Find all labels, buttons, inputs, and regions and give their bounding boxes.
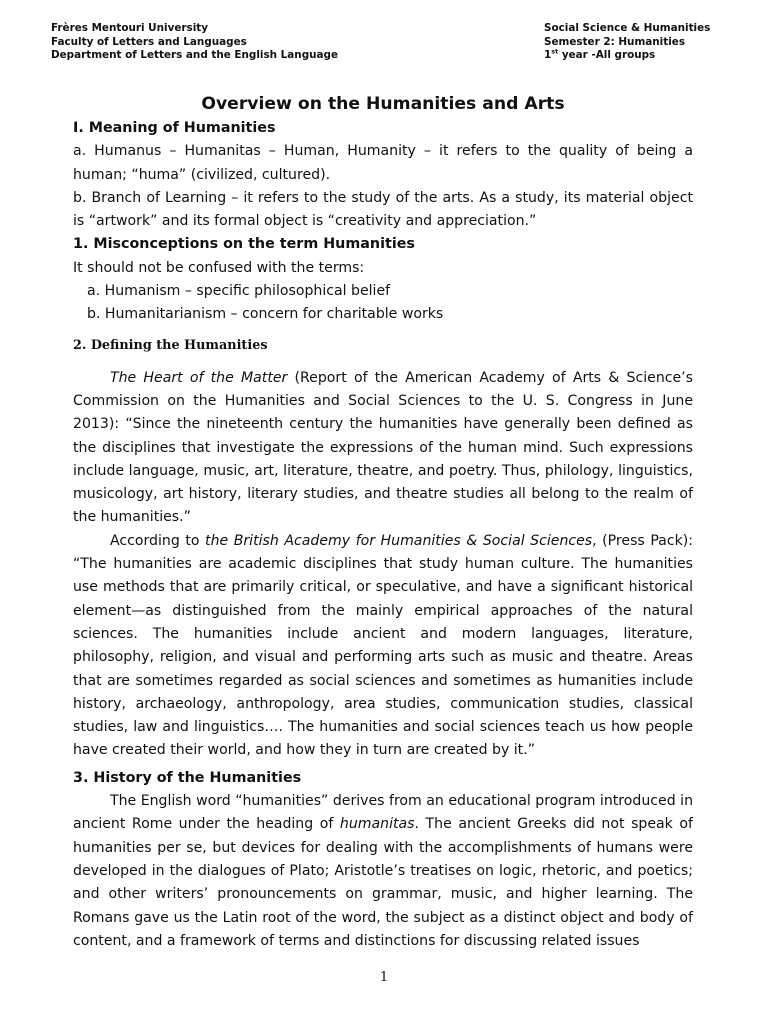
defining-paragraph-1: The Heart of the Matter (Report of the American Academy of Arts & Science’s Commission on the Humanities and Social Sciences to the U. S. Congress in June 2013): “Since the nineteenth century the humanities have generally been defined as the disciplines that investigate the expressions of the human mind. Such expressions include language, music, art, literature, theatre, and poetry. Thus, philology, linguistics, musicology, art history, literary studies, and theatre studies all belong to the realm of the humanities.” (73, 369, 694, 526)
misconceptions-intro: It should not be confused with the terms: (73, 259, 365, 276)
faculty-name: Faculty of Letters and Languages (51, 35, 247, 48)
page-number: 1 (379, 970, 389, 985)
misconception-item: b. Humanitarianism – concern for charitable works (87, 306, 444, 323)
header-left (51, 22, 338, 63)
section-heading-history: 3. History of the Humanities (73, 769, 302, 786)
misconception-item: a. Humanism – specific philosophical belief (87, 283, 391, 300)
header-right (544, 22, 710, 63)
defining-paragraph-2: According to the British Academy for Humanities & Social Sciences, (Press Pack): “The humanities are academic disciplines that study human culture. The humanities use methods that are primarily critical, or speculative, and have a significant historical element—as distinguished from the mainly empirical approaches of the natural sciences. The humanities include ancient and modern languages, literature, philosophy, religion, and visual and performing arts such as music and theatre. Areas that are sometimes regarded as social sciences and sometimes as humanities include history, archaeology, anthropology, area studies, communication studies, classical studies, law and linguistics…. The humanities and social sciences teach us how people have created their world, and how they in turn are created by it.” (73, 532, 693, 759)
section-heading-misconceptions: 1. Misconceptions on the term Humanities (73, 236, 415, 253)
meaning-b: b. Branch of Learning – it refers to the study of the arts. As a study, its material object is “artwork” and its formal object is “creativity and appreciation.” (73, 189, 693, 230)
university-name: Frères Mentouri University (51, 22, 208, 34)
history-paragraph: The English word “humanities” derives from an educational program introduced in ancient Rome under the heading of humanitas. The ancient Greeks did not speak of humanities per se, but devices for dealing with the accomplishments of humans were developed in the dialogues of Plato; Aristotle’s treatises on logic, rhetoric, and poetics; and other writers’ pronouncements on grammar, music, and higher learning. The Romans gave us the Latin root of the word, the subject as a distinct object and body of content, and a framework of terms and distinctions for discussing related issues (73, 793, 693, 949)
semester-label: Semester 2: Humanities (544, 35, 685, 48)
document-title: Overview on the Humanities and Arts (201, 94, 565, 114)
section-heading-meaning: I. Meaning of Humanities (73, 120, 276, 136)
department-name: Department of Letters and the English Language (51, 49, 339, 62)
document-body (73, 91, 693, 953)
year-groups: 1st year -All groups (544, 47, 656, 62)
meaning-a: a. Humanus – Humanitas – Human, Humanity – it refers to the quality of being a human; “huma” (civilized, cultured). (73, 143, 693, 183)
section-heading-defining: 2. Defining the Humanities (73, 337, 268, 353)
course-name: Social Science & Humanities (544, 22, 711, 34)
